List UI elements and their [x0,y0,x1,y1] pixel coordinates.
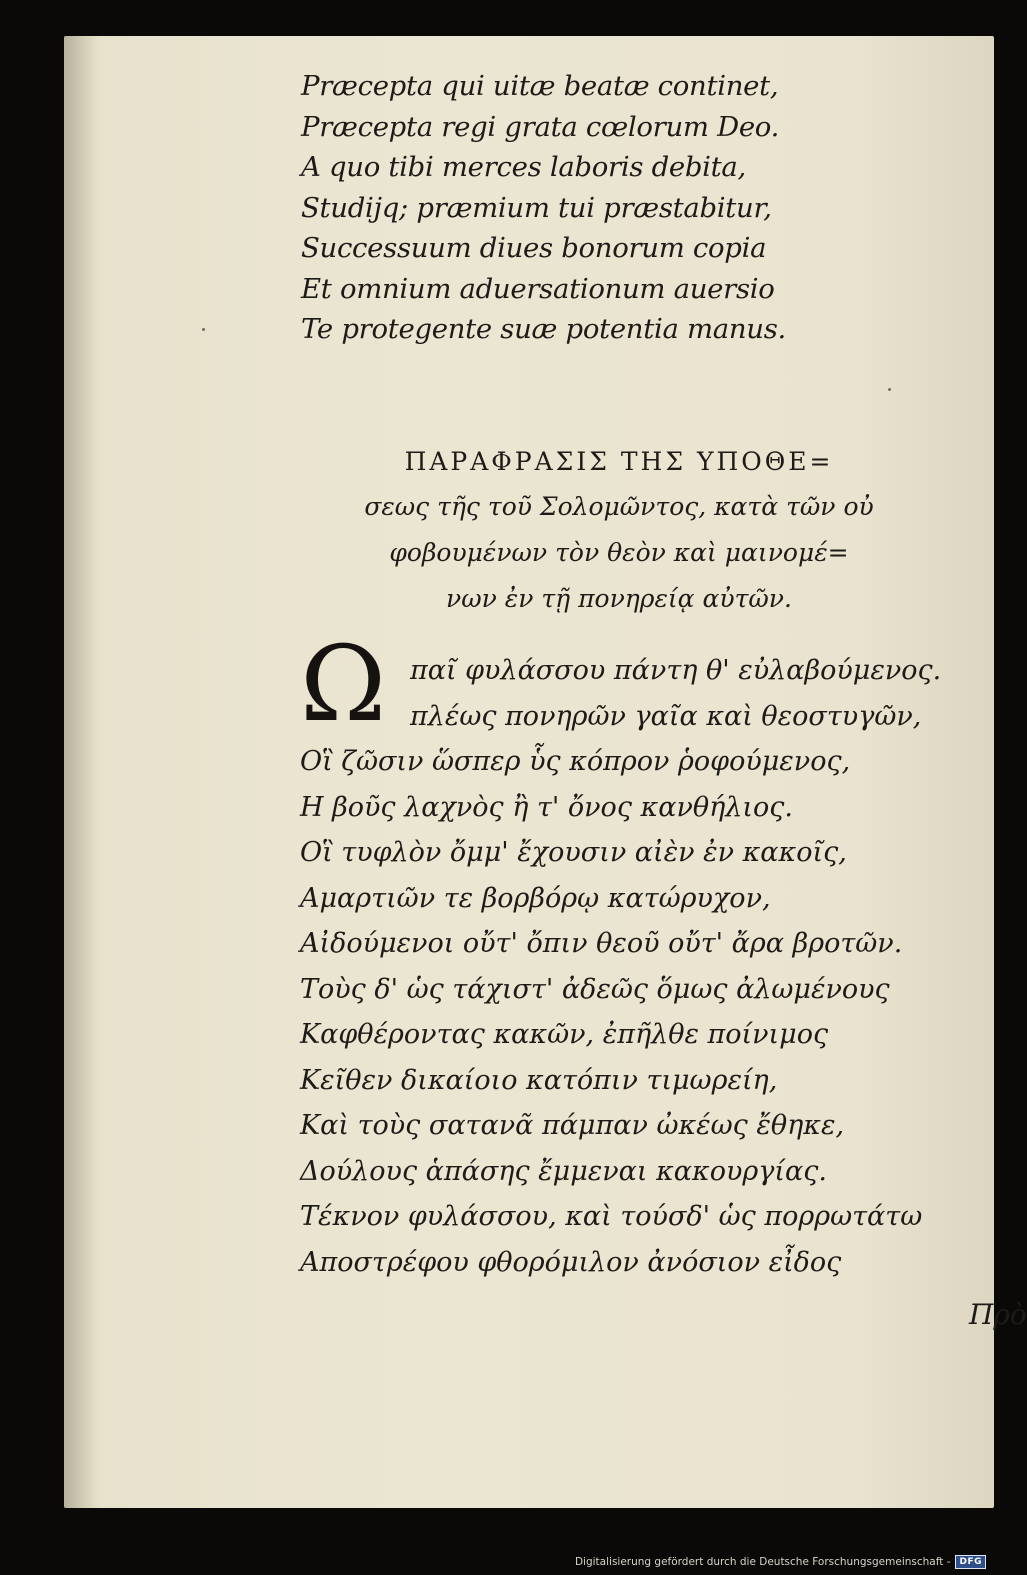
greek-line: Κεῖθεν δικαίοιο κατόπιν τιμωρείη, [300,1064,778,1096]
catchword: Πρὸ [969,1298,1027,1331]
gutter-shadow [64,36,98,1508]
latin-line: Successuum diues bonorum copia [301,232,767,264]
heading-line: φοβουμένων τὸν θεὸν καὶ μαινομέ= [389,538,849,567]
paper-speck [202,328,205,331]
greek-heading [269,440,969,622]
paper-speck [888,388,891,391]
dfg-logo: DFG [955,1555,986,1569]
greek-line: Τέκνον φυλάσσου, καὶ τούσδ' ὡς πορρωτάτω [300,1201,923,1232]
greek-line: Καὶ τοὺς σατανᾶ πάμπαν ὠκέως ἔθηκε, [300,1110,845,1141]
greek-line: Καφθέροντας κακῶν, ἐπῆλθε ποίνιμος [300,1019,829,1050]
latin-line: Te protegente suæ potentia manus. [301,313,786,345]
greek-line: Αμαρτιῶν τε βορβόρῳ κατώρυχον, [300,882,771,914]
greek-line: Η βοῦς λαχνὸς ἢ τ' ὄνος κανθήλιος. [300,791,793,823]
greek-line: Δούλους ἁπάσης ἔμμεναι κακουργίας. [300,1155,827,1187]
heading-title: ΠΑΡΑΦΡΑΣΙΣ ΤΗΣ ΥΠΟΘΕ= [404,447,834,476]
greek-line: παῖ φυλάσσου πάντη θ' εὐλαβούμενος. [410,655,942,686]
latin-verse [301,66,786,350]
greek-line: Οἳ τυφλὸν ὄμμ' ἔχουσιν αἰὲν ἐν κακοῖς, [300,837,847,868]
book-page [64,36,1027,1508]
greek-line: Αποστρέφου φθορόμιλον ἀνόσιον εἶδος [300,1246,842,1278]
latin-line: A quo tibi merces laboris debita, [301,151,746,183]
funding-credit: Digitalisierung gefördert durch die Deutsche Forschungsgemeinschaft - [574,1556,951,1568]
latin-line: Præcepta qui uitæ beatæ continet, [301,70,779,102]
greek-line: Τοὺς δ' ὡς τάχιστ' ἀδεῶς ὅμως ἀλωμένους [300,973,890,1005]
greek-line: πλέως πονηρῶν γαῖα καὶ θεοστυγῶν, [410,700,922,732]
greek-line: Οἳ ζῶσιν ὥσπερ ὗς κόπρον ῥοφούμενος, [300,746,851,777]
greek-verse [300,648,941,1285]
greek-line: Αἰδούμενοι οὔτ' ὄπιν θεοῦ οὔτ' ἄρα βροτῶν. [300,928,903,959]
latin-line: Studijq; præmium tui præstabitur, [301,191,772,224]
heading-line: νων ἐν τῇ πονηρείᾳ αὐτῶν. [446,584,792,613]
drop-cap-initial: Ω [300,623,387,745]
latin-line: Præcepta regi grata cœlorum Deo. [301,110,780,143]
heading-line: σεως τῆς τοῦ Σολομῶντος, κατὰ τῶν οὐ [364,492,874,521]
latin-line: Et omnium aduersationum auersio [301,272,775,305]
digitization-footer [575,1555,986,1569]
